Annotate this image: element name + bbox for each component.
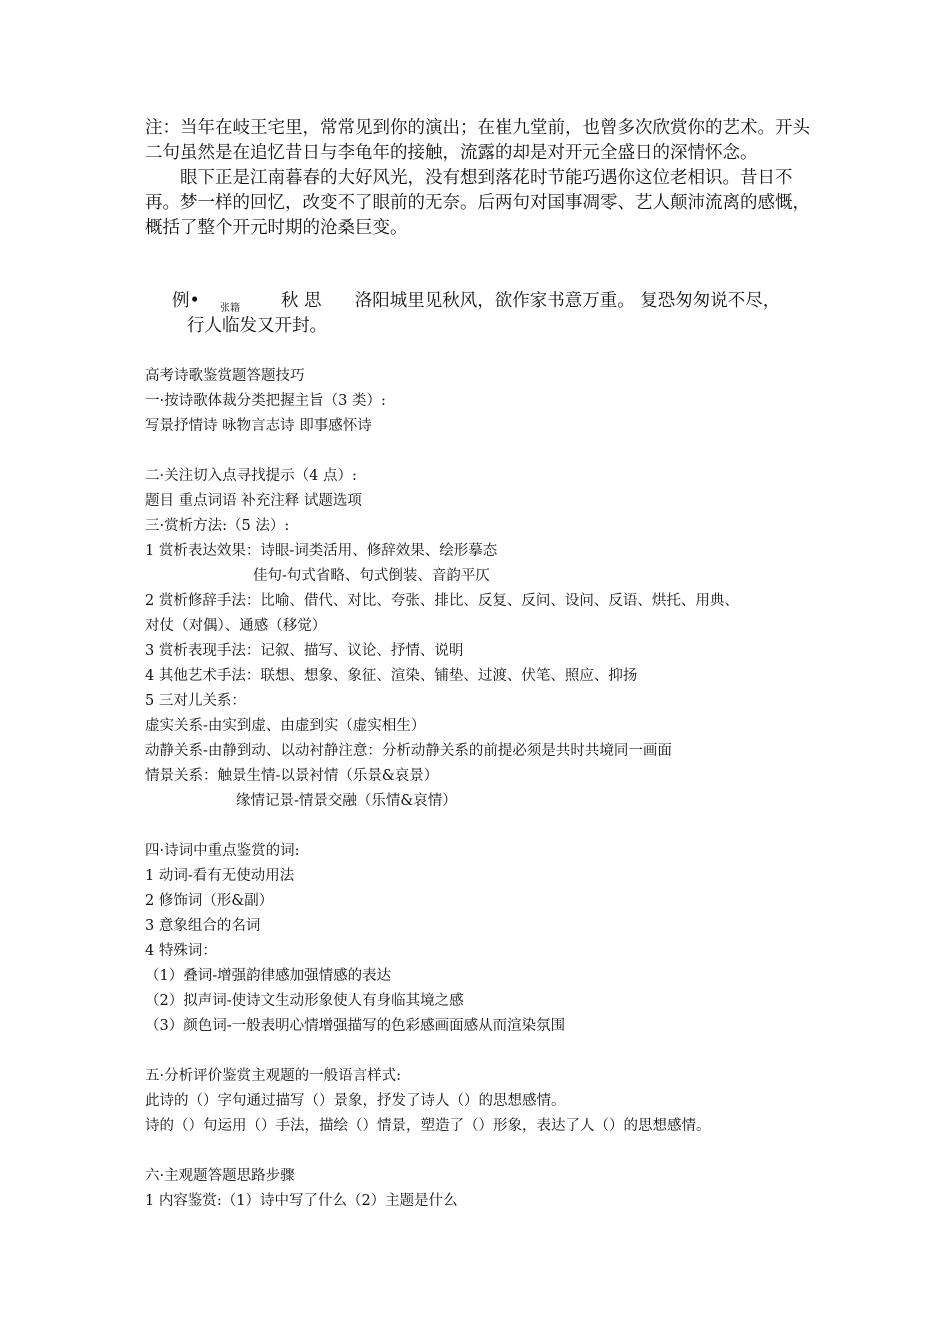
- method-4: 4 其他艺术手法：联想、想象、象征、渲染、铺垫、过渡、伏笔、照应、抑扬: [145, 668, 638, 684]
- relation-virtual-real: 虚实关系-由实到虚、由虚到实（虚实相生）: [145, 718, 426, 734]
- section-6-title: 六·主观题答题思路步骤: [145, 1168, 295, 1184]
- annotation-block: [145, 116, 815, 241]
- special-word-2: （2）拟声词-使诗文生动形象使人有身临其境之感: [145, 993, 464, 1009]
- method-3: 3 赏析表现手法：记叙、描写、议论、抒情、说明: [145, 643, 464, 659]
- example-poem-line-1: [172, 289, 780, 314]
- section-4-title: 四·诗词中重点鉴赏的词:: [145, 843, 300, 859]
- word-type-3: 3 意象组合的名词: [145, 918, 261, 934]
- word-type-1: 1 动词-看有无使动用法: [145, 868, 295, 884]
- relation-scene-emotion-continued: 缘情记景-情景交融（乐情&哀情）: [236, 793, 457, 809]
- section-1-content: 写景抒情诗 咏物言志诗 即事感怀诗: [145, 418, 372, 434]
- word-type-4: 4 特殊词：: [145, 943, 217, 959]
- answer-template-1: 此诗的（）字句通过描写（）景象，抒发了诗人（）的思想感情。: [145, 1093, 566, 1109]
- special-word-1: （1）叠词-增强韵律感加强情感的表达: [145, 968, 392, 984]
- method-5: 5 三对儿关系：: [145, 693, 246, 709]
- poem-title: 秋 思: [280, 291, 322, 311]
- example-label: 例•: [172, 291, 200, 311]
- section-5-title: 五·分析评价鉴赏主观题的一般语言样式:: [145, 1068, 401, 1084]
- annotation-paragraph-2: 眼下正是江南暮春的大好风光，没有想到落花时节能巧遇你这位老相识。昔日不再。梦一样的回忆，改变不了眼前的无奈。后两句对国事凋零、艺人颠沛流离的感慨，概括了整个开元时期的沧桑巨变。: [145, 168, 810, 238]
- poem-text-2: 行人临发又开封。: [187, 316, 327, 336]
- special-word-3: （3）颜色词-一般表明心情增强描写的色彩感画面感从而渲染氛围: [145, 1018, 566, 1034]
- method-2: 2 赏析修辞手法：比喻、借代、对比、夸张、排比、反复、反问、设问、反语、烘托、用典、: [145, 593, 739, 609]
- step-1: 1 内容鉴赏:（1）诗中写了什么（2）主题是什么: [145, 1193, 458, 1209]
- section-1-title: 一·按诗歌体裁分类把握主旨（3 类）:: [145, 393, 386, 409]
- poem-author: 张籍: [220, 303, 240, 314]
- relation-motion-stillness: 动静关系-由静到动、以动衬静注意：分析动静关系的前提必须是共时共境同一画面: [145, 743, 672, 759]
- word-type-2: 2 修饰词（形&副）: [145, 893, 274, 909]
- relation-scene-emotion: 情景关系：触景生情-以景衬情（乐景&哀景）: [145, 768, 439, 784]
- method-2-continued: 对仗（对偶）、通感（移觉）: [145, 618, 327, 634]
- method-1: 1 赏析表达效果：诗眼-词类活用、修辞效果、绘形摹态: [145, 543, 498, 559]
- answer-template-2: 诗的（）句运用（）手法，描绘（）情景，塑造了（）形象，表达了人（）的思想感情。: [145, 1118, 711, 1134]
- annotation-paragraph-1: 注：当年在岐王宅里，常常见到你的演出；在崔九堂前，也曾多次欣赏你的艺术。开头二句虽然是在追忆昔日与李龟年的接触，流露的却是对开元全盛日的深情怀念。: [145, 118, 810, 163]
- section-heading: 高考诗歌鉴赏题答题技巧: [145, 368, 305, 384]
- section-2-content: 题目 重点词语 补充注释 试题选项: [145, 493, 362, 509]
- method-1-continued: 佳句-句式省略、句式倒装、音韵平仄: [253, 568, 490, 584]
- section-3-title: 三·赏析方法:（5 法）:: [145, 518, 290, 534]
- section-2-title: 二·关注切入点寻找提示（4 点）:: [145, 468, 357, 484]
- poem-text-1: 洛阳城里见秋风，欲作家书意万重。 复恐匆匆说不尽，: [354, 291, 781, 311]
